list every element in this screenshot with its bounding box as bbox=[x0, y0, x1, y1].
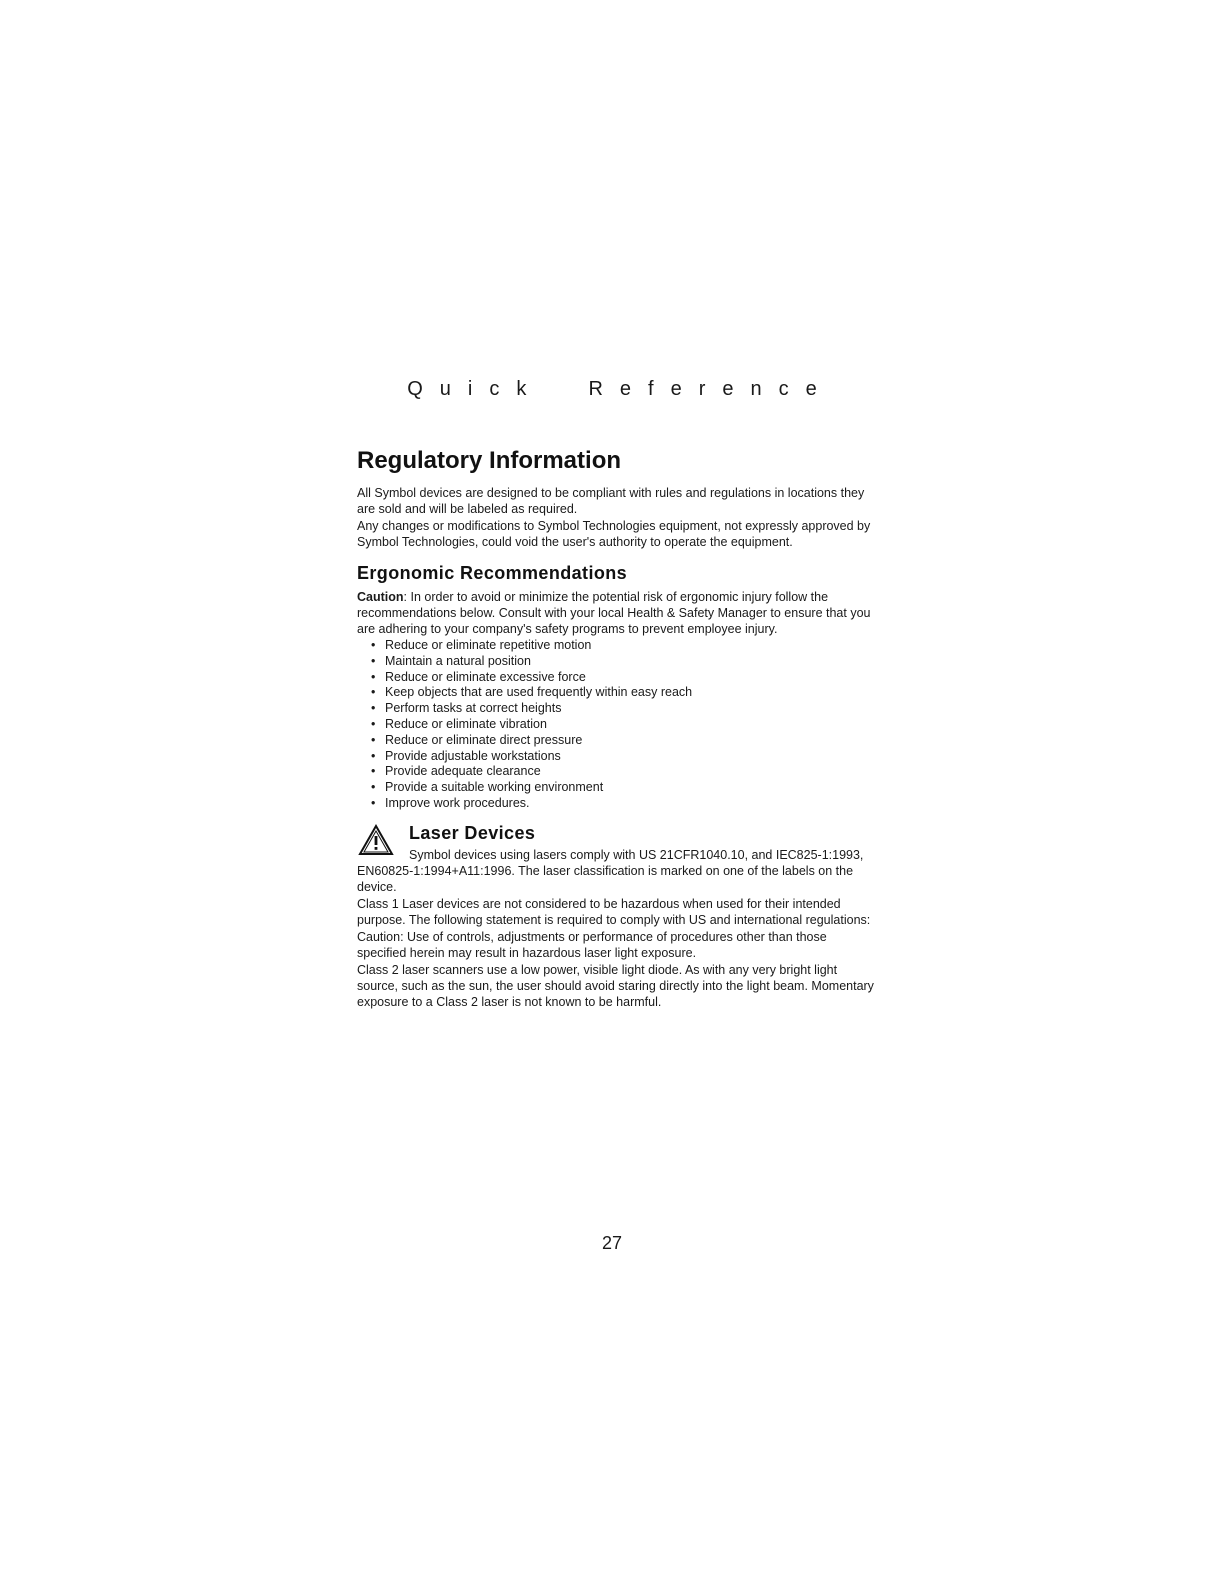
regulatory-paragraph-2: Any changes or modifications to Symbol Technologies equipment, not expressly approved by Symbol Technologies, could void the user's authority to operate the equipment. bbox=[357, 519, 871, 549]
bullet-icon: • bbox=[371, 716, 376, 731]
list-item: • Maintain a natural position bbox=[371, 653, 531, 668]
ergonomic-caution bbox=[357, 589, 877, 637]
regulatory-title: Regulatory Information bbox=[357, 447, 622, 474]
laser-title: Laser Devices bbox=[409, 822, 536, 843]
bullet-icon: • bbox=[371, 669, 376, 684]
running-header: Quick Reference bbox=[407, 378, 834, 400]
list-item: • Reduce or eliminate excessive force bbox=[371, 669, 586, 684]
list-item: • Provide adequate clearance bbox=[371, 764, 541, 779]
caution-text: : In order to avoid or minimize the potential risk of ergonomic injury follow the recommendations below. Consult with your local Health & Safety Manager to ensure that you are adhering to your company's safety programs to prevent employee injury. bbox=[357, 590, 871, 636]
regulatory-paragraph-1: All Symbol devices are designed to be compliant with rules and regulations in locations they are sold and will be labeled as required. bbox=[357, 486, 865, 516]
bullet-icon: • bbox=[371, 748, 376, 763]
ergonomic-list bbox=[357, 638, 877, 812]
bullet-icon: • bbox=[371, 685, 376, 700]
list-item: • Reduce or eliminate vibration bbox=[371, 716, 547, 731]
laser-section bbox=[357, 822, 877, 1010]
warning-triangle-icon bbox=[358, 824, 394, 856]
page-content bbox=[357, 446, 877, 1011]
bullet-icon: • bbox=[371, 795, 376, 810]
laser-paragraph-1: Symbol devices using lasers comply with US 21CFR1040.10, and IEC825-1:1993, EN60825-1:1994+A11:1996. The laser classification is marked on one of the labels on the device. bbox=[357, 847, 864, 894]
list-item: • Reduce or eliminate repetitive motion bbox=[371, 638, 592, 652]
bullet-icon: • bbox=[371, 638, 376, 652]
list-item: • Provide adjustable workstations bbox=[371, 748, 561, 763]
bullet-icon: • bbox=[371, 764, 376, 779]
laser-paragraph-2: Class 1 Laser devices are not considered to be hazardous when used for their intended purpose. The following statement is required to comply with US and international regulations: bbox=[357, 896, 871, 927]
list-item: • Reduce or eliminate direct pressure bbox=[371, 732, 583, 747]
list-item: • Perform tasks at correct heights bbox=[371, 701, 562, 716]
caution-label: Caution bbox=[357, 590, 404, 604]
page-number: 27 bbox=[601, 1233, 623, 1253]
list-item: • Improve work procedures. bbox=[371, 795, 530, 810]
bullet-icon: • bbox=[371, 732, 376, 747]
bullet-icon: • bbox=[371, 780, 376, 795]
bullet-icon: • bbox=[371, 653, 376, 668]
laser-paragraph-4: Class 2 laser scanners use a low power, visible light diode. As with any very bright light source, such as the sun, the user should avoid staring directly into the light beam. Momentary exposure to a Class 2 laser is not known to be harmful. bbox=[357, 962, 874, 1009]
bullet-icon: • bbox=[371, 701, 376, 716]
ergonomic-title: Ergonomic Recommendations bbox=[357, 563, 628, 583]
list-item: • Keep objects that are used frequently within easy reach bbox=[371, 685, 693, 700]
laser-paragraph-3: Caution: Use of controls, adjustments or performance of procedures other than those specified herein may result in hazardous laser light exposure. bbox=[357, 929, 827, 960]
list-item: • Provide a suitable working environment bbox=[371, 780, 604, 795]
